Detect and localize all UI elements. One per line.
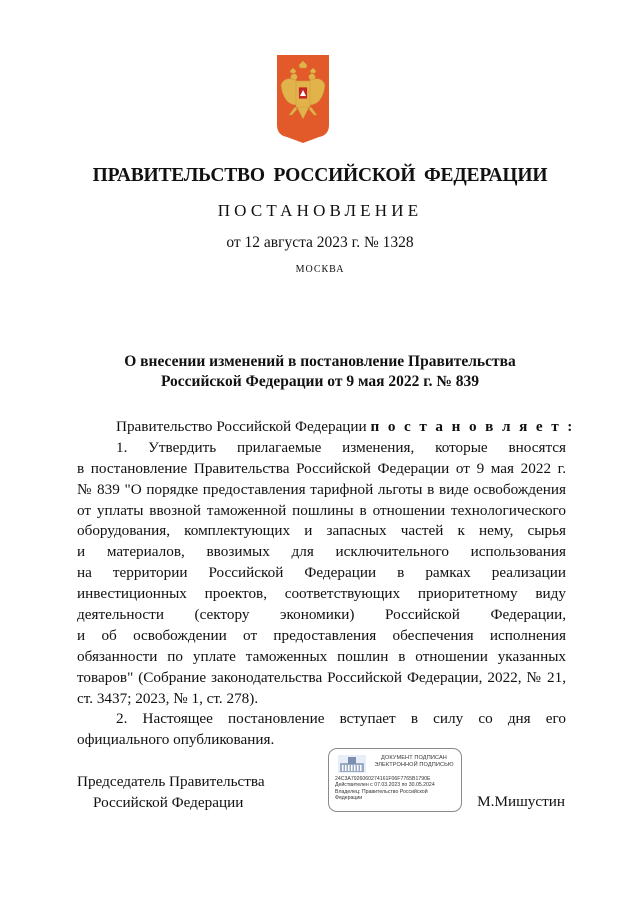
body-line: обязанности по уплате таможенных пошлин в отношении указанных bbox=[77, 647, 566, 665]
body-line: № 839 "О порядке предоставления тарифной льготы в виде освобождения bbox=[77, 480, 566, 498]
body-line: официального опубликования. bbox=[77, 731, 275, 749]
document-date-number: от 12 августа 2023 г. № 1328 bbox=[226, 234, 414, 251]
city-name: МОСКВА bbox=[295, 264, 345, 275]
signatory-position bbox=[77, 772, 265, 814]
document-type: ПОСТАНОВЛЕНИЕ bbox=[217, 201, 423, 220]
body-line: инвестиционных проектов, соответствующих приоритетному виду bbox=[77, 585, 566, 603]
signatory-name: М.Мишустин bbox=[477, 793, 565, 810]
body-line: ст. 3437; 2023, № 1, ст. 278). bbox=[77, 689, 259, 707]
stamp-heading-line: ЭЛЕКТРОННОЙ ПОДПИСЬЮ bbox=[374, 762, 454, 768]
owner-line: Владелец: Правительство Российской bbox=[335, 788, 428, 795]
certificate-number: 24C3A7926060274161F06F7765B1790E bbox=[335, 776, 431, 782]
government-building-icon bbox=[337, 754, 367, 774]
body-line: 1. Утвердить прилагаемые изменения, которые вносятся bbox=[116, 438, 566, 456]
owner-line: Федерации bbox=[335, 795, 363, 802]
body-line: 2. Настоящее постановление вступает в силу со дня его bbox=[116, 710, 566, 728]
subject-line: Российской Федерации от 9 мая 2022 г. № 839 bbox=[160, 373, 480, 390]
body-line: на территории Российской Федерации в рамках реализации bbox=[77, 564, 566, 582]
document-body bbox=[77, 417, 575, 751]
body-line: и материалов, ввозимых для исключительного использования bbox=[77, 543, 566, 561]
body-line: товаров" (Собрание законодательства Российской Федерации, 2022, № 21, bbox=[77, 668, 566, 686]
body-line: оборудования, комплектующих и запасных частей к нему, сырья bbox=[77, 522, 566, 540]
intro-decree-word: п о с т а н о в л я е т : bbox=[370, 418, 575, 435]
electronic-signature-stamp bbox=[328, 748, 462, 812]
stamp-details bbox=[335, 776, 459, 802]
stamp-heading-line: ДОКУМЕНТ ПОДПИСАН bbox=[381, 755, 447, 761]
intro-line bbox=[77, 417, 575, 438]
intro-text: Правительство Российской Федерации bbox=[116, 418, 367, 435]
subject-line: О внесении изменений в постановление Правительства bbox=[124, 353, 516, 370]
body-line: в постановление Правительства Российской Федерации от 9 мая 2022 г. bbox=[77, 459, 566, 477]
stamp-heading bbox=[369, 755, 459, 769]
body-line: и об освобождении от предоставления обеспечения исполнения bbox=[77, 626, 566, 644]
government-title: ПРАВИТЕЛЬСТВО РОССИЙСКОЙ ФЕДЕРАЦИИ bbox=[92, 165, 548, 186]
position-line: Председатель Правительства bbox=[77, 773, 265, 790]
position-line: Российской Федерации bbox=[93, 793, 244, 811]
body-line: от уплаты ввозной таможенной пошлины в отношении технологического bbox=[77, 501, 566, 519]
body-line: деятельности (сектору экономики) Российской Федерации, bbox=[77, 606, 566, 624]
coat-of-arms-emblem bbox=[277, 55, 329, 143]
validity-period: Действителен с 07.03.2023 по 30.05.2024 bbox=[335, 782, 435, 789]
document-subject bbox=[0, 352, 640, 392]
